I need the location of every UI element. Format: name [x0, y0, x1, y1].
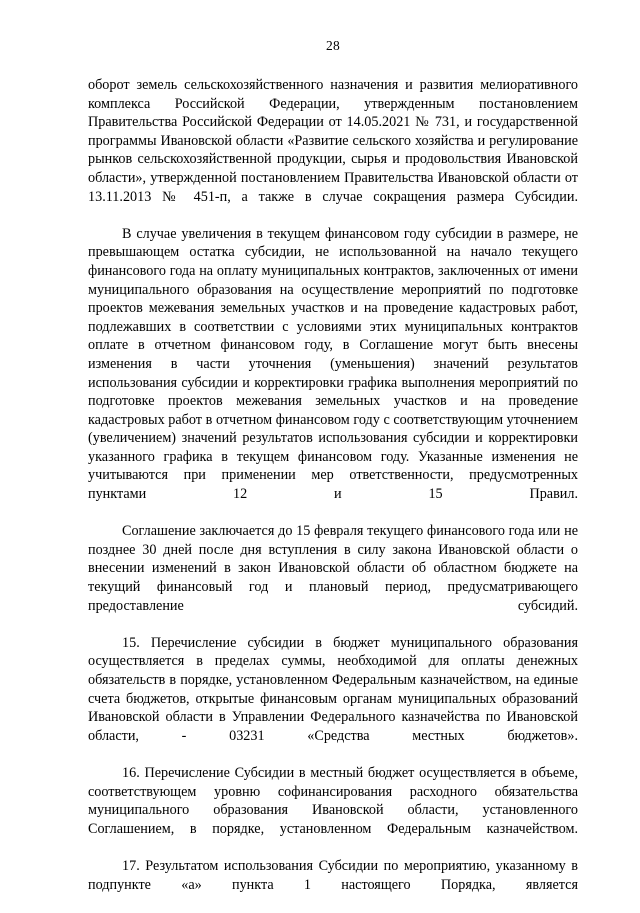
page-number: 28: [326, 38, 340, 53]
paragraph-4-item-15: 15. Перечисление субсидии в бюджет муниципального образования осуществляется в пределах суммы, необходимой для оплаты денежных обязательств в порядке, установленном Федеральным казначейством, на единые счета бюджетов, открытые финансовым органам муниципальных образований Ивановской области в Управлении Федерального казначейства по Ивановской области, - 03231 «Средства местных бюджетов».: [88, 634, 578, 744]
paragraph-1: оборот земель сельскохозяйственного назначения и развития мелиоративного комплекса Российской Федерации, утвержденным постановлением Правительства Российской Федерации от 14.05.2021 № 731, и государственной программы Ивановской области «Развитие сельского хозяйства и регулирование рынков сельскохозяйственной продукции, сырья и продовольствия Ивановской области», утвержденной постановлением Правительства Ивановской области от 13.11.2013 № 451-п, а также в случае сокращения размера Субсидии.: [88, 77, 578, 205]
document-body: [88, 76, 578, 913]
paragraph-6-item-17: 17. Результатом использования Субсидии по мероприятию, указанному в подпункте «а» пункта 1 настоящего Порядка, является: [88, 857, 578, 893]
paragraph-2: В случае увеличения в текущем финансовом году субсидии в размере, не превышающем остатка субсидии, не использованной на начало текущего финансового года на оплату муниципальных контрактов, заключенных от имени муниципального образования на осуществление мероприятий по подготовке проектов межевания земельных участков и на проведение кадастровых работ, подлежавших в соответствии с условиями этих муниципальных контрактов оплате в отчетном финансовом году, в Соглашение могут быть внесены изменения в части уточнения (уменьшения) значений результатов использования субсидии и корректировки графика выполнения мероприятий по подготовке проектов межевания земельных участков и на проведение кадастровых работ в отчетном финансовом году с соответствующим уточнением (увеличением) значений результатов использования субсидии и корректировки указанного графика в текущем финансовом году. Указанные изменения не учитываются при применении мер ответственности, предусмотренных пунктами 12 и 15 Правил.: [88, 225, 578, 503]
paragraph-3: Соглашение заключается до 15 февраля текущего финансового года или не позднее 30 дней после дня вступления в силу закона Ивановской области о внесении изменений в закон Ивановской области об областном бюджете на текущий финансовый год и плановый период, предусматривающего предоставление субсидий.: [88, 523, 578, 614]
paragraph-5-item-16: 16. Перечисление Субсидии в местный бюджет осуществляется в объеме, соответствующем уровню софинансирования расходного обязательства муниципального образования Ивановской области, установленного Соглашением, в порядке, установленном Федеральным казначейством.: [88, 764, 578, 837]
